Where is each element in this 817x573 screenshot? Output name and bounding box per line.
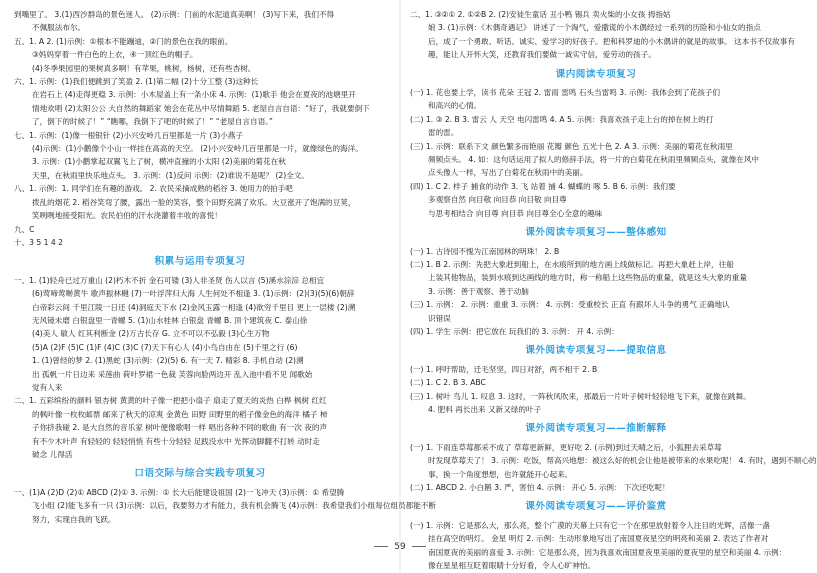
text-line: 事，换一个角度想想，也许就能开心起来。 [428,469,573,479]
text-line: 天里，在秋雨里快乐地点头。 3. 示例：(1)反问 示例：(2)谁说不是呢？ (2)全文。 [32,170,309,180]
text-line: (4)冬季果园里的果树真多啊！有苹果，桃树，杨树，还有些杏树。 [32,63,256,73]
text-line: (一) 1. 呼吁帮助，迁毛坚坚，四日对舒，两不相干 2. B [410,364,598,374]
left-column [14,8,437,526]
right-block-6 [410,441,817,495]
text-line: 无风镜未磨 白银盘里一青螺 5. (1)山水桂林 白银盘 青螺 B. 顶个建筑夜 C. 泰山徐 [32,315,308,325]
text-line: (四) 1. 学生 示例：把它放在 玩我们的 3. 示例： 开 4. 示例： [410,326,619,336]
text-line: 像在星星相互眨着眼睛十分好看，令人心旷神怡。 [428,561,596,571]
right-block-3 [410,180,782,220]
text-line: (二) 1. B 2. 示例：先把大象赶到船上，在水痕所到的地方画上线做标记。再把大象赶上岸，往船 [410,259,734,269]
text-line: 与思考相结合 向目尊 向目恭 向目尊全心全意的趣味 [428,208,603,218]
text-line: 有不少木叶声 有轻轻的 轻轻悄悄 有些十分轻轻 足践没水中 光挥动脚翻不打转 动时走 [32,436,320,446]
left-block-3 [14,394,386,461]
page-number [0,542,800,552]
page-gutter [399,0,401,573]
text-line: 多观察自然 向目敬 向目恭 向目敬 向目尊 [428,195,567,205]
text-line: 九、C [14,224,35,234]
text-line: 和高兴的心情。 [428,101,482,111]
text-line: (三) 1. 示例： 2. 示例：重重 3. 示例： 4. 示例：受重校长 正直 有跟坏人斗争的勇气 正确地认 [410,300,730,310]
text-line: 一、1. (1)轻舟已过万重山 (2)朽木不折 金石可镂 (3)人非圣贤 伤人以言 (5)溪水淙淙 总相宜 [14,275,325,285]
section-heading: 课外阅读专项复习——整体感知 [525,227,667,239]
text-line: 的枫叶像一枚枚邮票 邮来了秋天的凉爽 金黄色 田野 田野里的稻子像金色的海洋 橘子 柿 [32,409,328,419]
text-line: (三) 1. 树叶 鸟儿 1. 叹息 3. 这时，一阵秋风吹来，那最后一片叶子树叶轻轻地飞下来，就像在跳舞。 [410,391,751,401]
text-line: 二、1. 五彩缤纷的颜料 银杏树 黄黄的叶子像一把把小扇子 扇走了夏天的炎热 白桦 枫树 红红 [14,396,327,406]
text-line: 娘 3. (1)示例：《木偶奇遇记》 讲述了一个淘气，爱撒谎的小木偶经过一系列的历险和小仙女的指点 [428,23,761,33]
text-line: 3. 示例：(1)小鹳掌起双翼飞上了树，横冲直撞的小太阳 (2)美丽的菊花在秋 [32,157,286,167]
text-line: 雷的雷。 [428,128,459,138]
text-line: (4)美人 敏人 红其利断金 (2)万古长存 G. 立不可以不弘毅 (3)心生万物 [32,329,270,339]
left-block-4 [14,486,437,526]
text-line: 八、1. 示例：1. 同学们在有趣的游戏。 2. 农民采摘成熟的稻谷 3. 她用力的拍手吧 [14,184,293,194]
right-block-4 [410,245,782,339]
text-line: 时发现草莓天了！ 3. 示例：吃饭，帮高兴地想：被这么好的机会让他是被带来的水果吃呢！ 4. 有时，遇到不顺心的 [428,456,817,466]
section-heading: 课外阅读专项复习——提取信息 [525,345,667,357]
text-line: (一) 1. 示例：它是那么大，那么亮，整个广漠的天幕上只有它一个在那里放射着令人注目的光辉，活像一盏 [410,520,770,530]
right-block-5 [410,363,782,417]
text-line: (二) 1. C 2. B 3. ABC [410,378,486,388]
text-line: 了，倒下的时候了！” “瞧哪，我倒下了吧的时候了！” “老屋自言自语。” [32,117,273,127]
text-line: 1. (1)曾经的梦 2. (1)黑蛇 (3)示例：(2)(5) 6. 有一天 7. 精彩 8. 手机自动 (2)溯 [32,356,304,366]
text-line: 上装其他物品，装到水痕到达画线的地方时，称一称船上这些物品的重量，就是这头大象的重量 [428,273,747,283]
text-line: 拨乱的烟花 2. 稻谷笑弯了腰，露出一脸的笑容，整个田野充满了欢乐。大豆涨开了饱满的豆荚， [32,197,356,207]
text-line: (6)莺啼莺啭黄牛 歌声振林樾 (7)一叶浮萍归大海 人生何处不相逢 3. (1)示例：(2)(3)(5)(6)朝辞 [32,289,355,299]
text-line: 不佩服法布尔。 [32,23,86,33]
section-heading: 课外阅读专项复习——推断解释 [525,423,667,435]
text-line: 挂在高空的明灯。 金星 明灯 2. 示例：生动形象地写出了南国夏夜星空的明亮和美丽 2. 表达了作者对 [428,534,769,544]
section-heading: 课外阅读专项复习——评价鉴赏 [525,501,667,513]
text-line: 在岩石上 (4)走得更稳 3. 示例：小木屋盖上有一条小床 4. 示例：(1)歌手 他会在夏夜的池塘里开 [32,90,356,100]
text-line: 频频点头。 4. 如：这句话运用了拟人的修辞手法，将一片的白菊花在秋雨里频频点头，就像在风中 [428,155,760,165]
text-line: 南国夏夜的美丽的喜爱 3. 示例：它是那么亮，因为我喜欢南国夏夜里美丽的夏夜里的星空和美丽 4. 示例： [428,547,787,557]
text-line: 3. 示例：善于观察、善于动脑 [428,286,529,296]
text-line: 后，成了一个勇敢、听话、诚实、爱学习的好孩子。把和科罗迪的小木偶讲的就是的故事。 这本书不仅故事有 [428,36,795,46]
text-line: (四) 1. C 2. 样子 捕食的动作 3. 飞 站着 捕 4. 蝴蝶的 啄 5. B 6. 示例：我们要 [410,181,676,191]
page-number-dash-right [412,546,426,547]
text-line: 一、(1)A (2)D (2)① ABCD (2)① 3. 示例：① 长大后能建设祖国 (2)一飞冲天 (3)示例：① 希望腾 [14,487,345,497]
text-line: 飞小组 (2)能飞多有一只 (3)示例：以后，我要努力才有能力，我有机会腾飞 (4)示例：我希望我们小组每位组员都能不断 [32,501,437,511]
section-heading: 积累与运用专项复习 [154,256,246,268]
section-heading: 课内阅读专项复习 [555,68,637,80]
text-line: 到嘴里了。 3.(1)西沙群岛的景色迷人。 (2)示例：门前的水泥道真美啊！ (3)写下来，我们不得 [14,10,335,19]
text-line: 出 孤帆一片日边来 采莲曲 荷叶罗裙一色裁 芙蓉向脸两边开 乱入池中看不见 闻歌始 [32,369,313,379]
right-block-1 [410,8,795,62]
text-line: 子你挤我碰 2. 是大自然的音乐家 树叶便像歌唱一样 唱出各种不同的歌曲 有一次 夜的声 [32,423,328,433]
section-heading: 口语交际与综合实践专项复习 [134,468,266,480]
text-line: ③妈妈穿着一件白色的上衣，④一顶红色的帽子。 [32,50,198,60]
text-line: (三) 1. 示例：联系下文 颜色繁多而艳丽 花瓣 颜色 五光十色 2. A 3. 示例：美丽的菊花在秋雨里 [410,141,733,151]
left-block-1 [14,8,386,249]
text-line: (一) 1. 古诗园不愧为江南园林的明珠！ 2. B [410,246,560,256]
text-line: (二) 1. ABCD 2. 小白鹅 3. 严，害怕 4. 示例： 开心 5. 示例： 下次还吃呢！ [410,483,670,492]
text-line: 4. 肥料 再长出来 又新又绿的叶子 [428,404,542,414]
text-line: (一) 1. 下雨连草莓都采不成了 草莓更新鲜，更好吃 2. (示例)到过天晴之后，小狐狸去采草莓 [410,442,722,452]
page-number-dash-left [374,546,388,547]
text-line: 六、1. 示例：(1)我们便跳到了笑盈 2. (1)第二幅 (2)十分工整 (3)这种长 [14,77,259,87]
text-line: (4)示例：(1)小鹳像个小山一样挂在高高的天空。 (2)小兴安岭几百里都是一片，就像绿色的海洋。 [32,144,363,154]
text-line: 五、1. A 2. (1)示例：①根本不能蹦迪，②门的景色在我的眼前。 [14,36,233,46]
left-block-2 [14,274,386,395]
right-block-2 [410,86,782,180]
text-line: 识错误 [428,313,451,323]
text-line: 点头像人一样，写出了白菊花在秋雨中的美丽。 [428,168,588,178]
text-line: 笑咧咧地接受阳光。农民伯伯的汗水浇灌着丰收的喜悦！ [32,211,222,221]
text-line: 二、1. ③②① 2. ①②B 2. (2)安徒生童话 丑小鸭 锡兵 卖火柴的小女孩 拇指姑 [410,10,671,19]
text-line: 趣，能让人开怀大笑，还教育我们要做一诚实守信，爱劳动的孩子。 [428,50,656,60]
text-line: 破念 儿得活 [32,450,73,459]
text-line: 十、3 5 1 4 2 [14,237,63,247]
right-column [410,8,817,572]
text-line: 觉有人来 [32,382,63,392]
page-number-text: 59 [394,542,406,552]
text-line: 七、1. 示例：(1)像一根银针 (2)小兴安岭几百里都是一片 (3)小燕子 [14,130,244,140]
text-line: (5)A (2)F (5)C (1)F (4)C (3)C (7)天下有心人 (4)小鸟自由在 (5)千里之行 (6) [32,342,298,352]
text-line: 努力，实现自我的飞跃。 [32,514,116,524]
text-line: (二) 1. ③ 2. B 3. 雷云 人 天空 电闪雷鸣 4. A 5. 示例：我喜欢孩子走上台的掉在树上的打 [410,114,714,124]
text-line: 白帝彩云间 千里江陵一日还 (4)洞庭天下水 (2)金风玉露一相逢 (4)欲穷千里目 更上一层楼 (2)溯 [32,302,356,312]
text-line: (一) 1. 花也要上学，读书 花朵 王冠 2. 雷雨 雷鸣 石头当雷鸣 3. 示例：我体会到了花孩子们 [410,88,720,98]
text-line: 情地欢唱 (2)太阳公公 大自然的舞蹈家 她会在花丛中尽情舞蹈 5. 老屋自言自语：“好了，我就要倒下 [32,103,370,113]
